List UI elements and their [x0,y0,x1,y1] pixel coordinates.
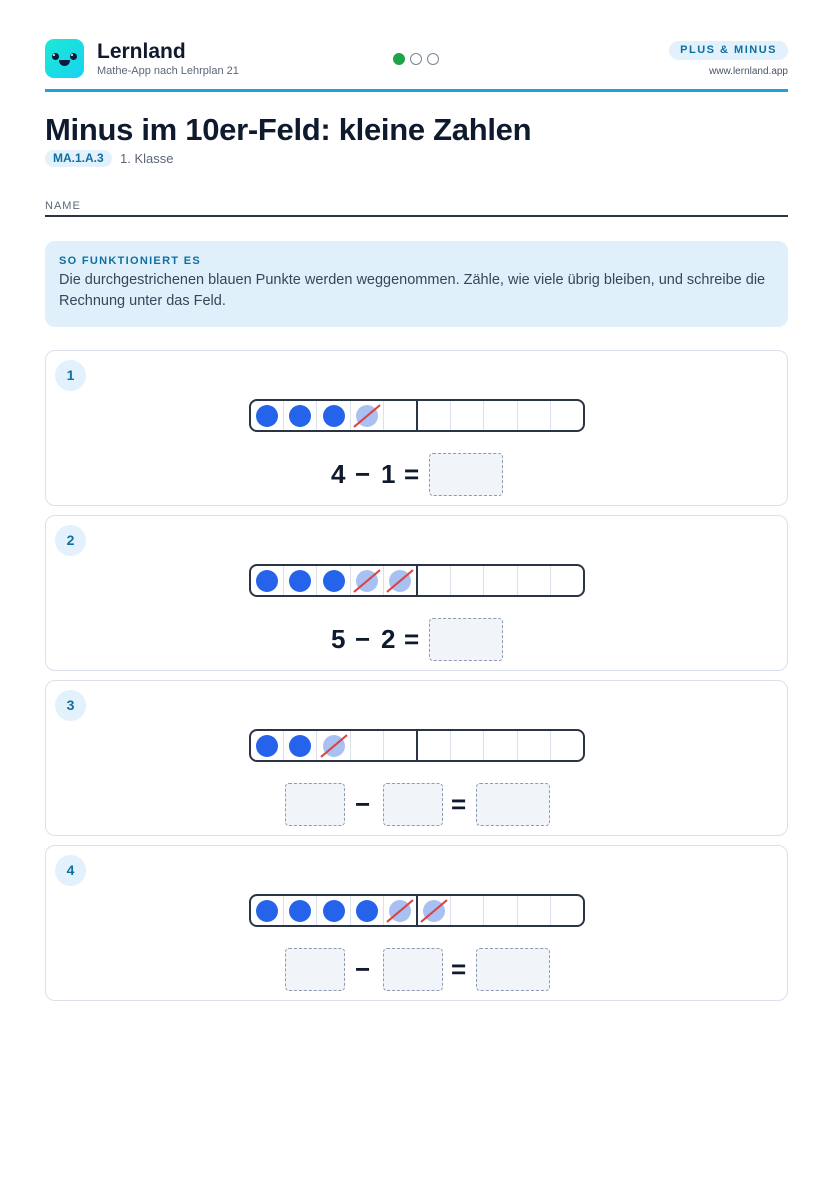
ten-frame [249,894,585,927]
minuend-box[interactable] [285,948,345,991]
ten-frame-cell [451,401,484,430]
worksheet [45,0,788,984]
ten-frame-cell [484,401,517,430]
crossed-dot-icon [389,570,411,592]
blue-dot-icon [289,405,311,427]
ten-frame-cell [317,401,350,430]
ten-frame-cell [518,566,551,595]
ten-frame-cell [384,566,418,595]
ten-frame-cell [451,896,484,925]
blue-dot-icon [256,900,278,922]
ten-frame-cell [251,401,284,430]
ten-frame-cell [551,731,583,760]
instructions-text: Die durchgestrichenen blauen Punkte werden weggenommen. Zähle, wie viele übrig bleiben, und schreibe die Rechnung unter das Feld. [59,272,766,309]
ten-frame-cell [384,401,418,430]
ten-frame-cell [251,896,284,925]
task-card [45,845,788,1001]
minus-sign: − [355,789,371,819]
ten-frame-cell [384,896,418,925]
blue-dot-icon [289,900,311,922]
minus-sign: − [355,459,371,489]
ten-frame-cell [518,401,551,430]
ten-frame-cell [251,731,284,760]
blue-dot-icon [256,405,278,427]
crossed-dot-icon [389,900,411,922]
progress-dot [427,53,439,65]
ten-frame-cell [451,731,484,760]
ten-frame [249,399,585,432]
minuend-box[interactable] [285,783,345,826]
task-number: 1 [55,360,86,391]
brand-tagline: Mathe-App nach Lehrplan 21 [97,65,239,77]
answer-box[interactable] [476,948,550,991]
ten-frame-cell [351,896,384,925]
equals-sign: = [451,954,467,984]
progress-dot-active [393,53,405,65]
ten-frame-cell [351,401,384,430]
instructions-heading: SO FUNKTIONIERT ES [59,255,201,267]
crossed-dot-icon [423,900,445,922]
page-title: Minus im 10er-Feld: kleine Zahlen [45,112,532,147]
website-url[interactable]: www.lernland.app [709,66,788,77]
ten-frame-cell [484,896,517,925]
task-card [45,515,788,671]
equation [46,782,789,826]
ten-frame-cell [317,731,350,760]
curriculum-code-badge: MA.1.A.3 [45,150,112,167]
ten-frame-cell [284,401,317,430]
crossed-dot-icon [356,570,378,592]
blue-dot-icon [256,570,278,592]
ten-frame-cell [551,566,583,595]
task-number: 4 [55,855,86,886]
subtrahend-box[interactable] [383,948,443,991]
answer-box[interactable] [429,453,503,496]
ten-frame-cell [384,731,418,760]
ten-frame-cell [484,566,517,595]
task-number: 2 [55,525,86,556]
ten-frame-cell [284,896,317,925]
equation [46,617,789,661]
task-card [45,680,788,836]
subtrahend: 2 [381,624,396,654]
blue-dot-icon [356,900,378,922]
crossed-dot-icon [356,405,378,427]
ten-frame-cell [418,566,451,595]
ten-frame-cell [284,566,317,595]
name-field-line[interactable] [45,215,788,217]
answer-box[interactable] [429,618,503,661]
equation [46,947,789,991]
ten-frame-cell [518,731,551,760]
answer-box[interactable] [476,783,550,826]
instructions-box [45,241,788,327]
minuend: 4 [331,459,346,489]
ten-frame-cell [317,896,350,925]
blue-dot-icon [323,570,345,592]
ten-frame-cell [518,896,551,925]
minus-sign: − [355,954,371,984]
ten-frame-cell [418,401,451,430]
blue-dot-icon [256,735,278,757]
minus-sign: − [355,624,371,654]
blue-dot-icon [323,405,345,427]
ten-frame [249,729,585,762]
minuend: 5 [331,624,346,654]
equals-sign: = [451,789,467,819]
ten-frame [249,564,585,597]
grade-label: 1. Klasse [120,151,174,166]
brand-name: Lernland [97,40,186,63]
header [45,0,788,92]
ten-frame-cell [251,566,284,595]
name-label: NAME [45,200,81,212]
lernland-logo-icon [45,39,84,78]
equals-sign: = [404,624,420,654]
equation [46,452,789,496]
subtrahend: 1 [381,459,396,489]
ten-frame-cell [317,566,350,595]
ten-frame-cell [484,731,517,760]
task-card [45,350,788,506]
task-number: 3 [55,690,86,721]
topic-badge: PLUS & MINUS [669,41,788,60]
crossed-dot-icon [323,735,345,757]
ten-frame-cell [284,731,317,760]
ten-frame-cell [451,566,484,595]
blue-dot-icon [289,570,311,592]
subtrahend-box[interactable] [383,783,443,826]
progress-dot [410,53,422,65]
blue-dot-icon [323,900,345,922]
ten-frame-cell [551,896,583,925]
ten-frame-cell [551,401,583,430]
blue-dot-icon [289,735,311,757]
progress-dots [393,53,439,65]
ten-frame-cell [351,731,384,760]
ten-frame-cell [351,566,384,595]
equals-sign: = [404,459,420,489]
ten-frame-cell [418,731,451,760]
ten-frame-cell [418,896,451,925]
